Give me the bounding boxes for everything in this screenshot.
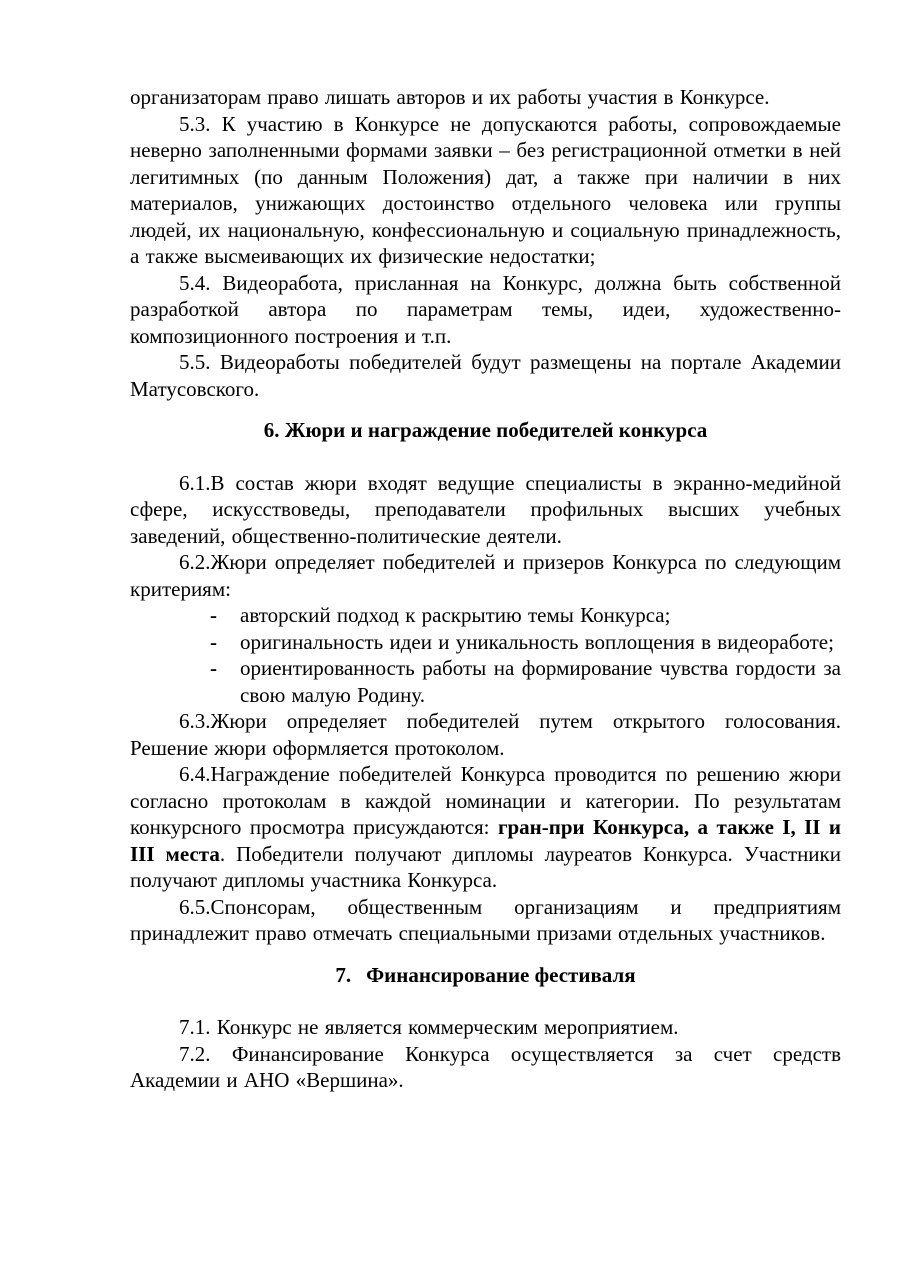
paragraph-5-5: 5.5. Видеоработы победителей будут размещены на портале Академии Матусовского. xyxy=(130,350,841,401)
paragraph-5-4: 5.4. Видеоработа, присланная на Конкурс, должна быть собственной разработкой автора по параметрам темы, идеи, художественно-композиционного построения и т.п. xyxy=(130,270,841,348)
paragraph-6-3: 6.3.Жюри определяет победителей путем открытого голосования. Решение жюри оформляется протоколом. xyxy=(130,709,841,760)
bullet-item-text: оригинальность идеи и уникальность воплощения в видеоработе; xyxy=(240,629,834,654)
paragraph-6-4 xyxy=(130,761,841,894)
paragraph-5-3: 5.3. К участию в Конкурсе не допускаются работы, сопровождаемые неверно заполненными формами заявки – без регистрационной отметки в ней легитимных (по данным Положения) дат, а также при наличии в них материалов, унижающих достоинство отдельного человека или группы людей, их национальную, конфессиональную и социальную принадлежность, а также высмеивающих их физические недостатки; xyxy=(130,111,841,268)
paragraph-6-2: 6.2.Жюри определяет победителей и призеров Конкурса по следующим критериям: xyxy=(130,550,841,601)
dash-bullet-marker: - xyxy=(210,629,217,654)
document-text-block xyxy=(130,84,841,1094)
dash-bullet-marker: - xyxy=(210,656,217,680)
dash-bullet-marker: - xyxy=(210,603,217,627)
paragraph-6-4-text-after: . Победители получают дипломы лауреатов Конкурса. Участники получают дипломы участника Конкурса. xyxy=(130,841,841,892)
paragraph-7-2: 7.2. Финансирование Конкурса осуществляется за счет средств Академии и АНО «Вершина». xyxy=(130,1041,841,1092)
bullet-item xyxy=(130,655,841,708)
paragraph-6-4-text-before: 6.4.Награждение победителей Конкурса проводится по решению жюри согласно протоколам в каждой номинации и категории. По результатам конкурсного просмотра присуждаются: xyxy=(130,762,841,839)
section-heading-7 xyxy=(130,962,841,989)
section-heading-7-title: Финансирование фестиваля xyxy=(366,962,636,987)
section-heading-7-number: 7. xyxy=(335,962,352,987)
bullet-item xyxy=(130,629,841,656)
bullet-item xyxy=(130,602,841,629)
bullet-item-text: ориентированность работы на формирование чувства гордости за свою малую Родину. xyxy=(240,656,841,707)
paragraph-7-1: 7.1. Конкурс не является коммерческим мероприятием. xyxy=(179,1015,679,1039)
criteria-bullet-list xyxy=(130,602,841,708)
bullet-item-text: авторский подход к раскрытию темы Конкурса; xyxy=(240,603,671,627)
paragraph-6-4-bold-awards: гран-при Конкурса, а также I, II и III места xyxy=(130,815,841,866)
section-heading-6: 6. Жюри и награждение победителей конкурса xyxy=(263,418,708,442)
paragraph-intro-continuation: организаторам право лишать авторов и их работы участия в Конкурсе. xyxy=(130,85,770,109)
paragraph-6-1: 6.1.В состав жюри входят ведущие специалисты в экранно-медийной сфере, искусствоведы, преподаватели профильных высших учебных заведений, общественно-политические деятели. xyxy=(130,470,841,548)
paragraph-6-5: 6.5.Спонсорам, общественным организациям и предприятиям принадлежит право отмечать специальными призами отдельных участников. xyxy=(130,894,841,945)
